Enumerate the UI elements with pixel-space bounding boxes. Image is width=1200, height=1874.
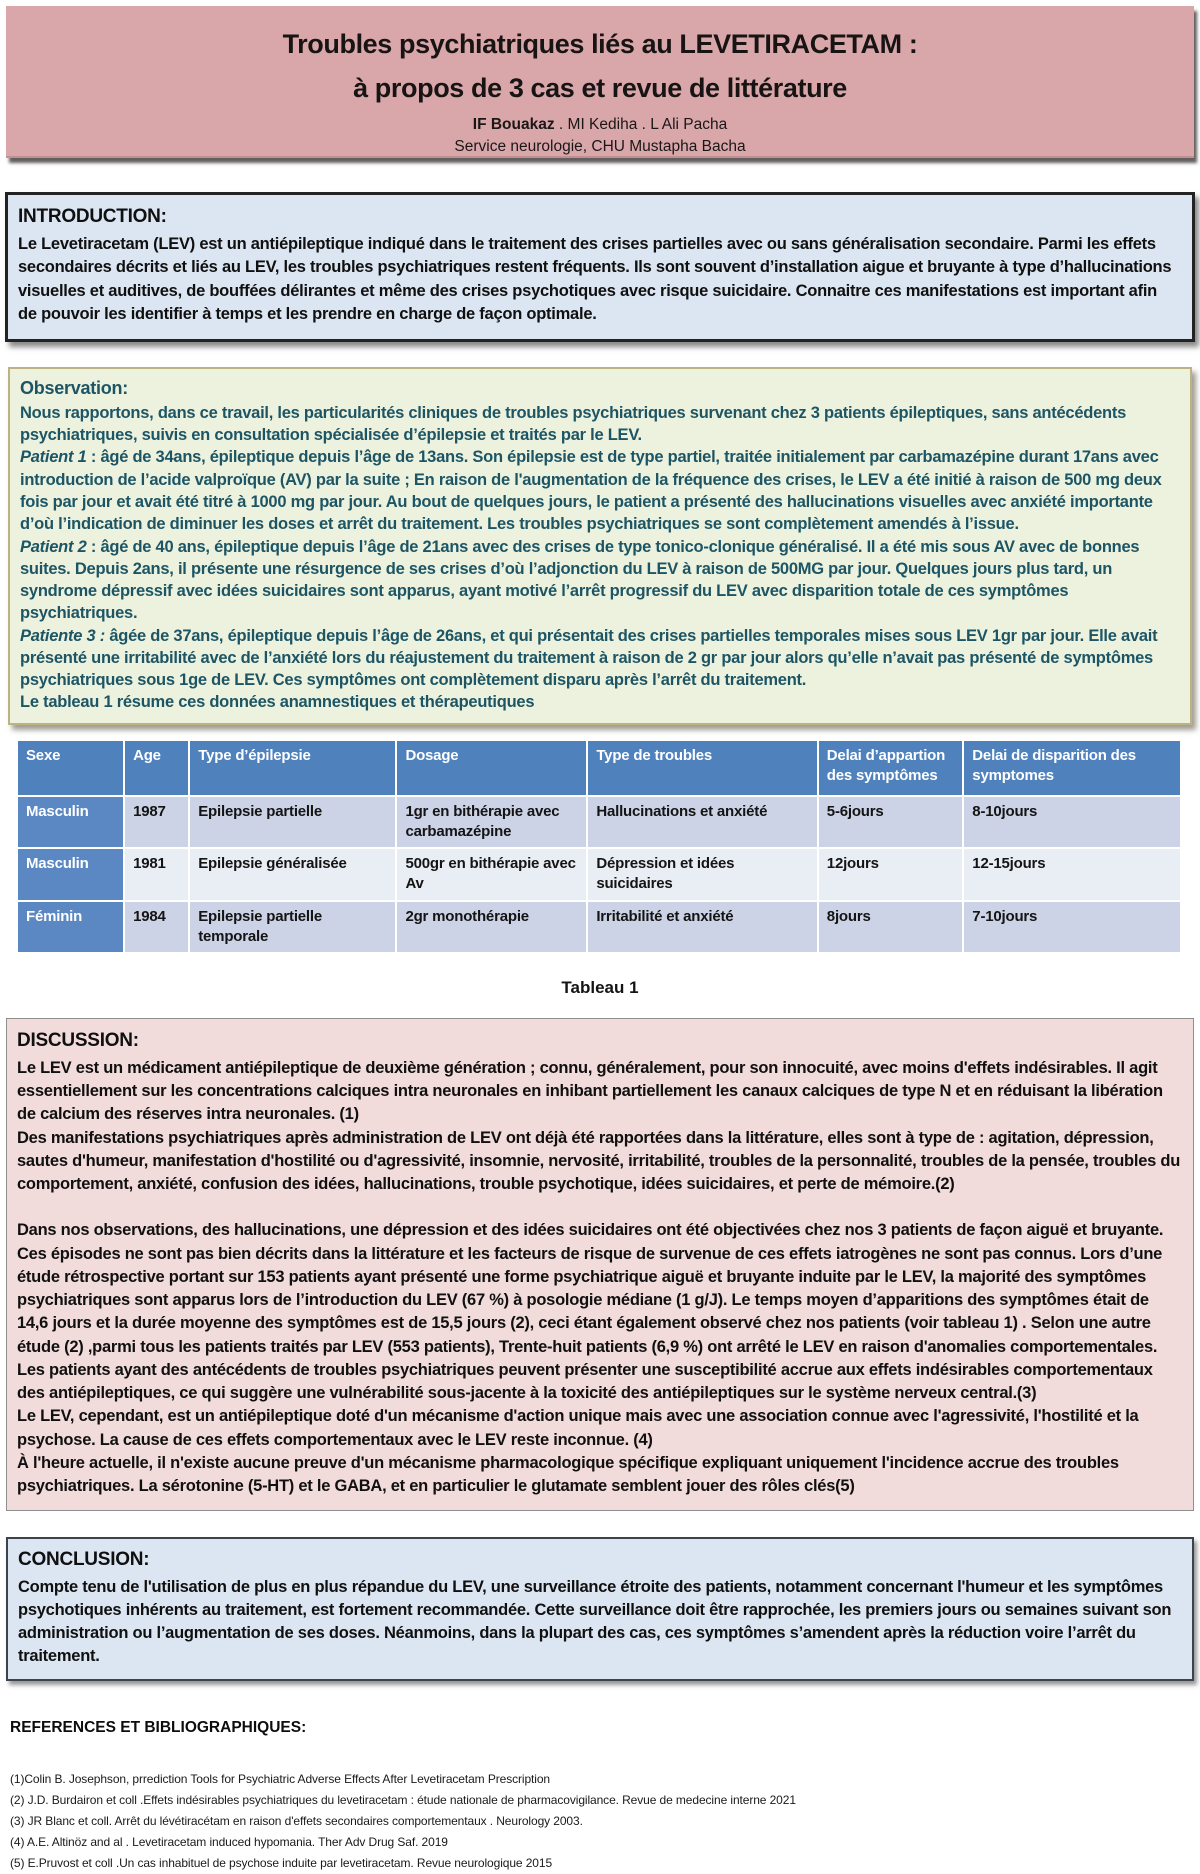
conclusion-section <box>6 1537 1194 1681</box>
discussion-paragraph: Le LEV est un médicament antiépileptique de deuxième génération ; connu, généralement, pour son innocuité, avec moins d'effets indésirables. Il agit essentiellement sur les concentrations calciques intra neuronales en inhibant partiellement les canaux calciques de type N et en réduisant la libération de calcium des réserves intra neuronales. (1) <box>17 1058 1163 1124</box>
table-header-row <box>17 740 1181 796</box>
cell-type-troubles: Hallucinations et anxiété <box>587 796 817 849</box>
patients-table <box>16 739 1182 955</box>
cell-type-troubles: Irritabilité et anxiété <box>587 901 817 954</box>
cell-sexe: Féminin <box>17 901 124 954</box>
affiliation: Service neurologie, CHU Mustapha Bacha <box>454 137 746 155</box>
table-row <box>17 796 1181 849</box>
observation-heading: Observation: <box>20 377 129 398</box>
introduction-body: Le Levetiracetam (LEV) est un antiépileptique indiqué dans le traitement des crises partielles avec ou sans généralisation secondaire. Parmi les effets secondaires décrits et liés au LEV, les troubles psychiatriques restent fréquents. Ils sont souvent d’installation aigue et bruyante à type d’hallucinations visuelles et auditives, de bouffées délirantes et même des crises psychotiques avec risque suicidaire. Connaitre ces manifestations est important afin de pouvoir les identifier à temps et les prendre en charge de façon optimale. <box>18 234 1172 324</box>
cell-delai-apparition: 5-6jours <box>818 796 964 849</box>
patient-2-label: Patient 2 <box>20 537 87 556</box>
poster-title-line2: à propos de 3 cas et revue de littérature <box>353 72 847 103</box>
col-header-sexe: Sexe <box>17 740 124 796</box>
cell-age: 1987 <box>124 796 189 849</box>
cell-type-epilepsie: Epilepsie partielle temporale <box>189 901 396 954</box>
conclusion-body: Compte tenu de l'utilisation de plus en plus répandue du LEV, une surveillance étroite des patients, notamment concernant l'humeur et les symptômes psychotiques inhérents au traitement, est fortement recommandée. Cette surveillance doit être rapprochée, les premiers jours ou semaines suivant son administration ou l’augmentation de ses doses. Néanmoins, dans la plupart des cas, ces symptômes s’amendent après la réduction voire l’arrêt du traitement. <box>18 1578 1172 1666</box>
cell-sexe: Masculin <box>17 848 124 901</box>
reference-item: (4) A.E. Altinöz and al . Levetiracetam induced hypomania. Ther Adv Drug Saf. 2019 <box>10 1835 448 1850</box>
references-list <box>10 1769 1190 1874</box>
reference-item: (1)Colin B. Josephson, prrediction Tools for Psychiatric Adverse Effects After Levetiracetam Prescription <box>10 1772 550 1787</box>
introduction-section <box>5 192 1195 342</box>
observation-section <box>8 367 1192 725</box>
discussion-paragraph: Dans nos observations, des hallucinations, une dépression et des idées suicidaires ont été objectivées chez nos 3 patients de façon aiguë et bruyante. Ces épisodes ne sont pas bien décrits dans la littérature et les facteurs de risque de survenue de ces effets iatrogènes ne sont pas connus. Lors d’une étude rétrospective portant sur 153 patients ayant présenté une forme psychiatrique aiguë et bruyante induite par le LEV, la majorité des symptômes psychiatriques sont apparus lors de l’introduction du LEV (67 %) à posologie médiane (1 g/J). Le temps moyen d’apparitions des symptômes était de 14,6 jours et la durée moyenne des symptômes est de 15,5 jours (2), ceci étant également observé chez nos patients (voir tableau 1) . Selon une autre étude (2) ,parmi tous les patients traités par LEV (553 patients), Trente-huit patients (6,9 %) ont arrêté le LEV en raison d'anomalies comportementales. <box>17 1221 1164 1356</box>
cell-delai-disparition: 12-15jours <box>963 848 1181 901</box>
table-row <box>17 848 1181 901</box>
table-row <box>17 901 1181 954</box>
poster <box>0 6 1200 1871</box>
observation-footer: Le tableau 1 résume ces données anamnestiques et thérapeutiques <box>20 693 535 712</box>
cell-age: 1981 <box>124 848 189 901</box>
poster-title-line1: Troubles psychiatriques liés au LEVETIRACETAM : <box>282 29 918 59</box>
col-header-dosage: Dosage <box>396 740 587 796</box>
discussion-paragraph: À l'heure actuelle, il n'existe aucune preuve d'un mécanisme pharmacologique spécifique expliquant uniquement l'incidence accrue des troubles psychiatriques. La sérotonine (5-HT) et le GABA, et en particulier le glutamate semblent jouer des rôles clés(5) <box>17 1453 1119 1496</box>
discussion-paragraph: Le LEV, cependant, est un antiépileptique doté d'un mécanisme d'action unique mais avec une association connue avec l'agressivité, l'hostilité et la psychose. La cause de ces effets comportementaux avec le LEV reste inconnue. (4) <box>17 1407 1139 1449</box>
cell-delai-disparition: 7-10jours <box>963 901 1181 954</box>
cell-delai-apparition: 8jours <box>818 901 964 954</box>
reference-item: (5) E.Pruvost et coll .Un cas inhabituel de psychose induite par levetiracetam. Revue neurologique 2015 <box>10 1856 553 1871</box>
col-header-type-troubles: Type de troubles <box>587 740 817 796</box>
reference-item: (3) JR Blanc et coll. Arrêt du lévétiracétam en raison d'effets secondaires comportementaux . Neurology 2003. <box>10 1814 583 1829</box>
table-caption: Tableau 1 <box>561 978 639 998</box>
patient-3-paragraph <box>20 625 1180 692</box>
cell-delai-disparition: 8-10jours <box>963 796 1181 849</box>
discussion-section <box>6 1018 1194 1511</box>
col-header-delai-apparition: Delai d’appartion des symptômes <box>818 740 964 796</box>
cell-dosage: 500gr en bithérapie avec Av <box>396 848 587 901</box>
poster-header <box>6 6 1194 158</box>
patient-1-paragraph <box>20 446 1180 535</box>
cell-sexe: Masculin <box>17 796 124 849</box>
references-section <box>10 1719 1190 1874</box>
discussion-paragraph: Des manifestations psychiatriques après administration de LEV ont déjà été rapportées dans la littérature, elles sont à type de : agitation, dépression, sautes d'humeur, manifestation d'hostilité ou d'agressivité, insomnie, nervosité, irritabilité, troubles de la personnalité, troubles de la pensée, troubles du comportement, anxiété, confusion des idées, hallucinations, trouble psychotique, idées suicidaires, et perte de mémoire.(2) <box>17 1128 1181 1194</box>
discussion-heading: DISCUSSION: <box>17 1030 139 1052</box>
patient-1-text: : âgé de 34ans, épileptique depuis l’âge de 13ans. Son épilepsie est de type partiel, traitée initialement par carbamazépine durant 17ans avec introduction de l’acide valproïque (AV) par la suite ; En raison de l'augmentation de la fréquence des crises, le LEV a été initié à raison de 500 mg deux fois par jour et avait été titré à 1000 mg par jour. Au bout de quelques jours, le patient a présenté des hallucinations visuelles avec anxiété importante d’où l’indication de diminuer les doses et arrêt du traitement. Les troubles psychiatriques se sont complètement amendés à l’issue. <box>20 448 1162 534</box>
cell-type-troubles: Dépression et idées suicidaires <box>587 848 817 901</box>
patient-3-label: Patiente 3 : <box>20 626 106 645</box>
patient-3-text: âgée de 37ans, épileptique depuis l’âge de 26ans, et qui présentait des crises partielles temporales mises sous LEV 1gr par jour. Elle avait présenté une irritabilité avec de l’anxiété lors du réajustement du traitement à raison de 2 gr par jour alors qu’elle n’avait pas présenté de symptômes psychiatriques sous 1ge de LEV. Ces symptômes ont complètement disparu après l’arrêt du traitement. <box>20 626 1158 690</box>
conclusion-heading: CONCLUSION: <box>18 1549 150 1571</box>
cell-delai-apparition: 12jours <box>818 848 964 901</box>
patient-2-text: : âgé de 40 ans, épileptique depuis l’âge de 21ans avec des crises de type tonico-clonique généralisé. Il a été mis sous AV avec de bonnes suites. Depuis 2ans, il présente une résurgence de ses crises d’où l’adjonction du LEV à raison de 500MG par jour. Quelques jours plus tard, un syndrome dépressif avec idées suicidaires sont apparus, ayant motivé l’arrêt progressif du LEV avec disparition totale de ces symptômes psychiatriques. <box>20 537 1140 623</box>
references-heading: REFERENCES ET BIBLIOGRAPHIQUES: <box>10 1719 307 1737</box>
author-primary: IF Bouakaz <box>472 115 555 133</box>
cell-type-epilepsie: Epilepsie généralisée <box>189 848 396 901</box>
col-header-delai-disparition: Delai de disparition des symptomes <box>963 740 1181 796</box>
reference-item: (2) J.D. Burdairon et coll .Effets indésirables psychiatriques du levetiracetam : étude nationale de pharmacovigilance. Revue de medecine interne 2021 <box>10 1793 796 1808</box>
cell-type-epilepsie: Epilepsie partielle <box>189 796 396 849</box>
discussion-paragraph: Les patients ayant des antécédents de troubles psychiatriques peuvent présenter une susceptibilité accrue aux effets indésirables comportementaux des antiépileptiques, ce qui suggère une vulnérabilité sous-jacente à la toxicité des antiépileptiques sur le système nerveux central.(3) <box>17 1360 1153 1403</box>
cell-dosage: 1gr en bithérapie avec carbamazépine <box>396 796 587 849</box>
introduction-heading: INTRODUCTION: <box>18 206 167 227</box>
cell-dosage: 2gr monothérapie <box>396 901 587 954</box>
authors-line <box>6 116 1194 134</box>
col-header-type-epilepsie: Type d’épilepsie <box>189 740 396 796</box>
col-header-age: Age <box>124 740 189 796</box>
cell-age: 1984 <box>124 901 189 954</box>
authors-rest: . MI Kediha . L Ali Pacha <box>554 115 728 133</box>
patient-2-paragraph <box>20 536 1180 625</box>
patient-1-label: Patient 1 <box>20 448 87 467</box>
observation-intro: Nous rapportons, dans ce travail, les particularités cliniques de troubles psychiatriques survenant chez 3 patients épileptiques, sans antécédents psychiatriques, suivis en consultation spécialisée d’épilepsie et traités par le LEV. <box>20 403 1127 445</box>
